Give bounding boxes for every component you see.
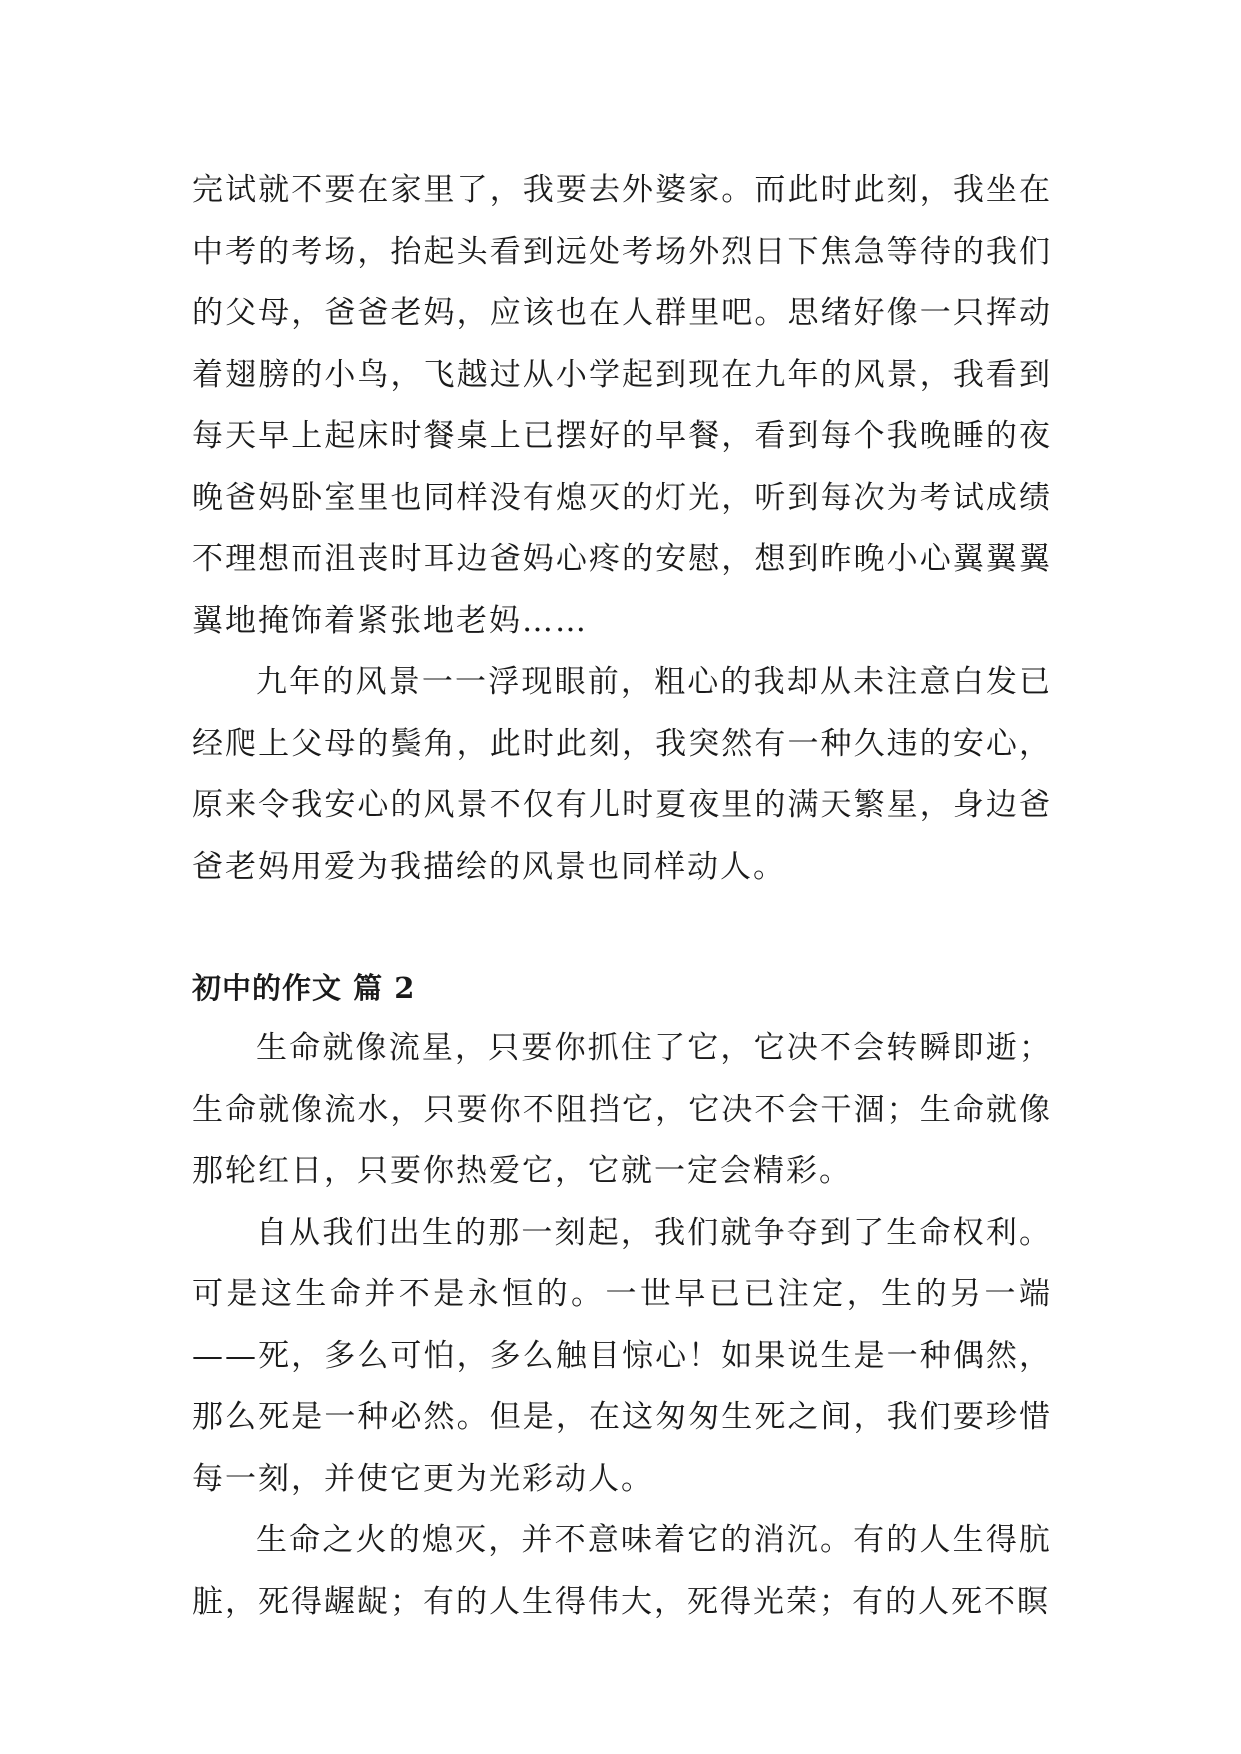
paragraph-since-birth: 自从我们出生的那一刻起，我们就争夺到了生命权利。可是这生命并不是永恒的。一世早已已注定，生的另一端——死，多么可怕，多么触目惊心！如果说生是一种偶然，那么死是一种必然。但是，在这匆匆生死之间，我们要珍惜每一刻，并使它更为光彩动人。: [192, 1214, 1052, 1497]
paragraph-continued: 完试就不要在家里了，我要去外婆家。而此时此刻，我坐在中考的考场，抬起头看到远处考场外烈日下焦急等待的我们的父母，爸爸老妈，应该也在人群里吧。思绪好像一只挥动着翅膀的小鸟，飞越过从小学起到现在九年的风景，我看到每天早上起床时餐桌上已摆好的早餐，看到每个我晚睡的夜晚爸妈卧室里也同样没有熄灭的灯光，听到每次为考试成绩不理想而沮丧时耳边爸妈心疼的安慰，想到昨晚小心翼翼翼翼地掩饰着紧张地老妈……: [192, 172, 1052, 639]
paragraph-nine-years-scenery: 九年的风景一一浮现眼前，粗心的我却从未注意白发已经爬上父母的鬓角，此时此刻，我突然有一种久违的安心，原来令我安心的风景不仅有儿时夏夜里的满天繁星，身边爸爸老妈用爱为我描绘的风景也同样动人。: [192, 664, 1052, 885]
paragraph-fire-of-life: 生命之火的熄灭，并不意味着它的消沉。有的人生得肮脏，死得龌龊；有的人生得伟大，死得光荣；有的人死不瞑: [192, 1522, 1052, 1620]
document-body: [192, 160, 1052, 1633]
paragraph-life-like-meteor: 生命就像流星，只要你抓住了它，它决不会转瞬即逝；生命就像流水，只要你不阻挡它，它决不会干涸；生命就像那轮红日，只要你热爱它，它就一定会精彩。: [192, 1030, 1052, 1189]
section-title: 初中的作文 篇 2: [192, 971, 416, 1005]
